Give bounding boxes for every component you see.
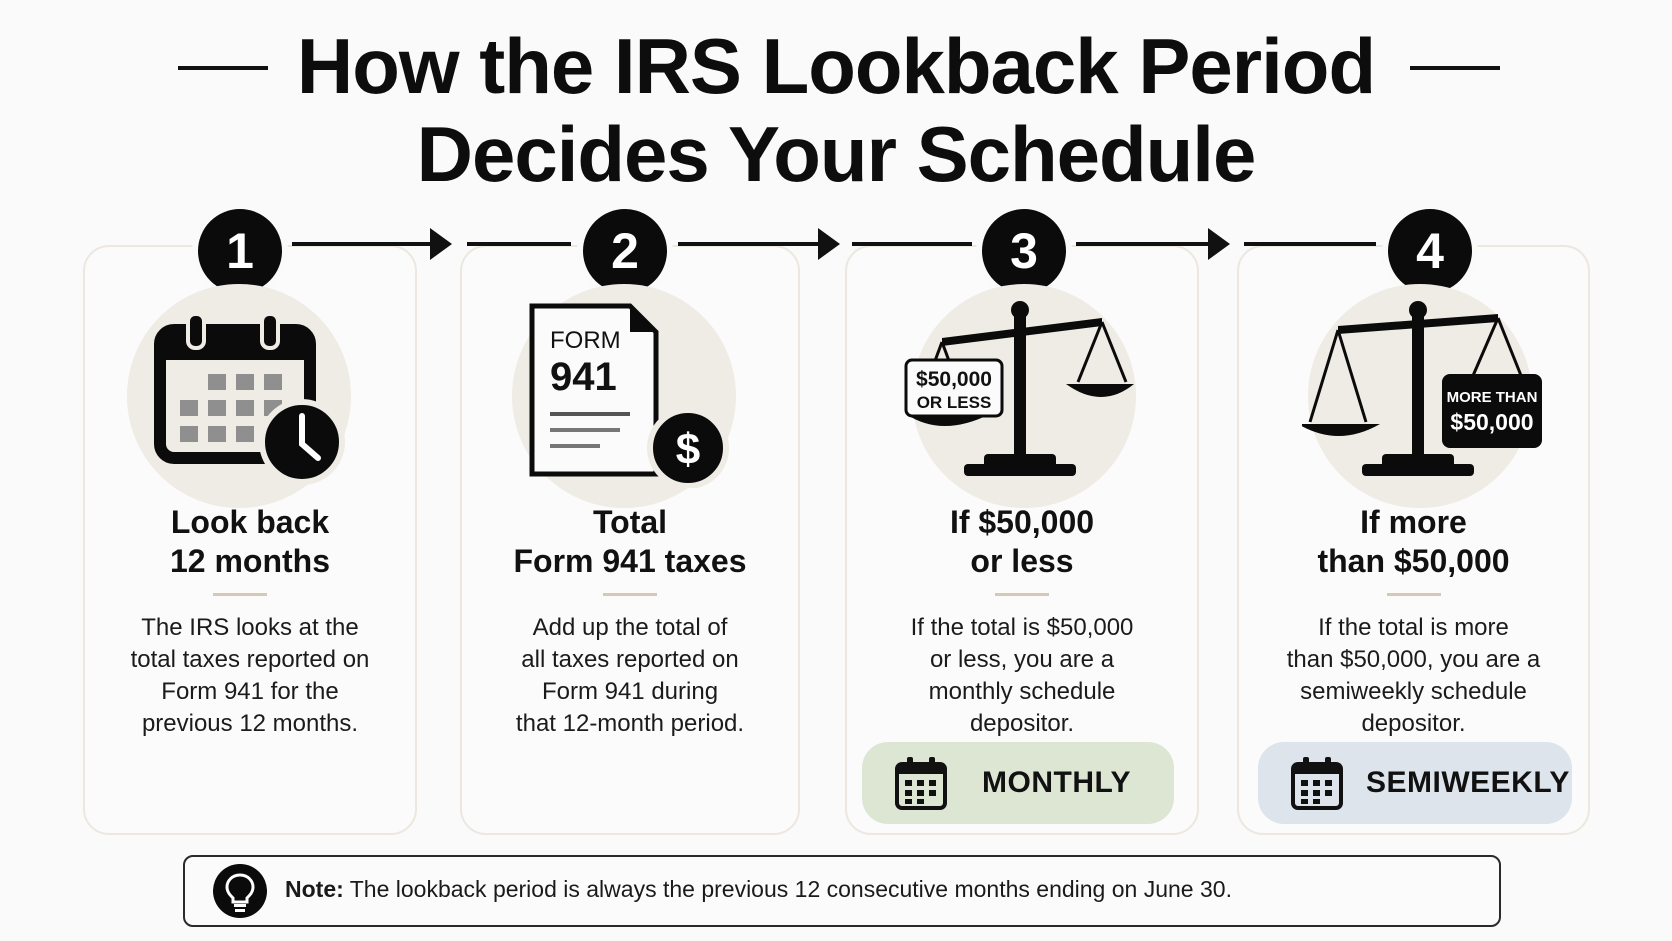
scale-tipped-right-icon bbox=[1302, 298, 1546, 488]
step-3-description bbox=[845, 612, 1199, 740]
lightbulb-icon bbox=[213, 864, 267, 918]
scale-tag-line-2: OR LESS bbox=[916, 393, 992, 412]
step-number-4: 4 bbox=[1382, 203, 1478, 299]
step-1-desc-line: Form 941 for the bbox=[161, 678, 339, 705]
arrow-2-3-line bbox=[678, 242, 822, 246]
step-1-title-line-1: Look back bbox=[170, 504, 330, 540]
scale-tag-line-1: MORE THAN bbox=[1446, 389, 1538, 406]
arrow-2-3-head bbox=[818, 228, 840, 260]
step-1-description bbox=[83, 612, 417, 740]
step-4-title-rule bbox=[1387, 593, 1441, 596]
semiweekly-badge bbox=[1258, 742, 1572, 824]
scale-tipped-left-icon bbox=[902, 298, 1138, 488]
page-title bbox=[0, 22, 1672, 198]
form-number-text: 941 bbox=[550, 355, 617, 399]
dollar-sign-icon: $ bbox=[675, 425, 701, 474]
form-label-text: FORM bbox=[550, 327, 621, 354]
step-4-desc-line: semiweekly schedule bbox=[1300, 678, 1527, 705]
step-number-3: 3 bbox=[976, 203, 1072, 299]
step-1-desc-line: The IRS looks at the bbox=[141, 614, 359, 641]
step-2-desc-line: Form 941 during bbox=[541, 678, 719, 705]
step-4-description bbox=[1237, 612, 1590, 740]
step-3-desc-line: monthly schedule bbox=[928, 678, 1116, 705]
scale-tag-line-1: $50,000 bbox=[916, 368, 992, 391]
step-4-desc-line: If the total is more bbox=[1318, 614, 1509, 641]
step-2-desc-line: that 12-month period. bbox=[515, 710, 745, 737]
step-2-desc-line: all taxes reported on bbox=[521, 646, 739, 673]
step-2-title bbox=[460, 503, 800, 581]
monthly-badge bbox=[862, 742, 1174, 824]
step-3-title-line-1: If $50,000 bbox=[949, 504, 1095, 540]
step-1-title-line-2: 12 months bbox=[169, 543, 331, 579]
step-4-desc-line: depositor. bbox=[1361, 710, 1466, 737]
connector-4-left bbox=[1244, 242, 1376, 246]
step-4-desc-line: than $50,000, you are a bbox=[1286, 646, 1541, 673]
step-2-title-rule bbox=[603, 593, 657, 596]
step-3-title-rule bbox=[995, 593, 1049, 596]
step-4-title bbox=[1237, 503, 1590, 581]
step-3-desc-line: or less, you are a bbox=[929, 646, 1115, 673]
form-941-dollar-icon bbox=[520, 298, 740, 488]
page-title-line-1: How the IRS Lookback Period bbox=[296, 22, 1376, 110]
arrow-1-2-line bbox=[292, 242, 432, 246]
step-1-desc-line: previous 12 months. bbox=[141, 710, 359, 737]
monthly-badge-label: MONTHLY bbox=[982, 766, 1132, 799]
step-2-title-line-1: Total bbox=[592, 504, 668, 540]
scale-tag-line-2: $50,000 bbox=[1450, 409, 1534, 435]
calendar-icon bbox=[1290, 755, 1344, 811]
calendar-clock-icon bbox=[152, 310, 352, 490]
arrow-1-2-head bbox=[430, 228, 452, 260]
step-number-1: 1 bbox=[192, 203, 288, 299]
step-3-desc-line: If the total is $50,000 bbox=[910, 614, 1134, 641]
step-number-2: 2 bbox=[577, 203, 673, 299]
step-4-title-line-1: If more bbox=[1360, 504, 1467, 540]
arrow-3-4-line bbox=[1076, 242, 1212, 246]
page-title-line-2: Decides Your Schedule bbox=[416, 110, 1256, 198]
note-text bbox=[285, 876, 1232, 903]
step-1-desc-line: total taxes reported on bbox=[130, 646, 370, 673]
note-box bbox=[183, 855, 1501, 927]
note-label: Note: bbox=[285, 876, 344, 902]
step-1-title bbox=[83, 503, 417, 581]
step-2-description bbox=[460, 612, 800, 740]
step-2-title-line-2: Form 941 taxes bbox=[513, 543, 747, 579]
arrow-3-4-head bbox=[1208, 228, 1230, 260]
step-4-title-line-2: than $50,000 bbox=[1317, 543, 1510, 579]
step-3-title-line-2: or less bbox=[970, 543, 1074, 579]
semiweekly-badge-label: SEMIWEEKLY bbox=[1366, 766, 1570, 799]
connector-3-left bbox=[852, 242, 972, 246]
step-1-title-rule bbox=[213, 593, 267, 596]
step-3-desc-line: depositor. bbox=[969, 710, 1075, 737]
step-3-title bbox=[845, 503, 1199, 581]
step-2-desc-line: Add up the total of bbox=[532, 614, 728, 641]
note-body: The lookback period is always the previous 12 consecutive months ending on June 30. bbox=[343, 876, 1232, 902]
connector-2-left bbox=[467, 242, 571, 246]
calendar-icon bbox=[894, 755, 948, 811]
